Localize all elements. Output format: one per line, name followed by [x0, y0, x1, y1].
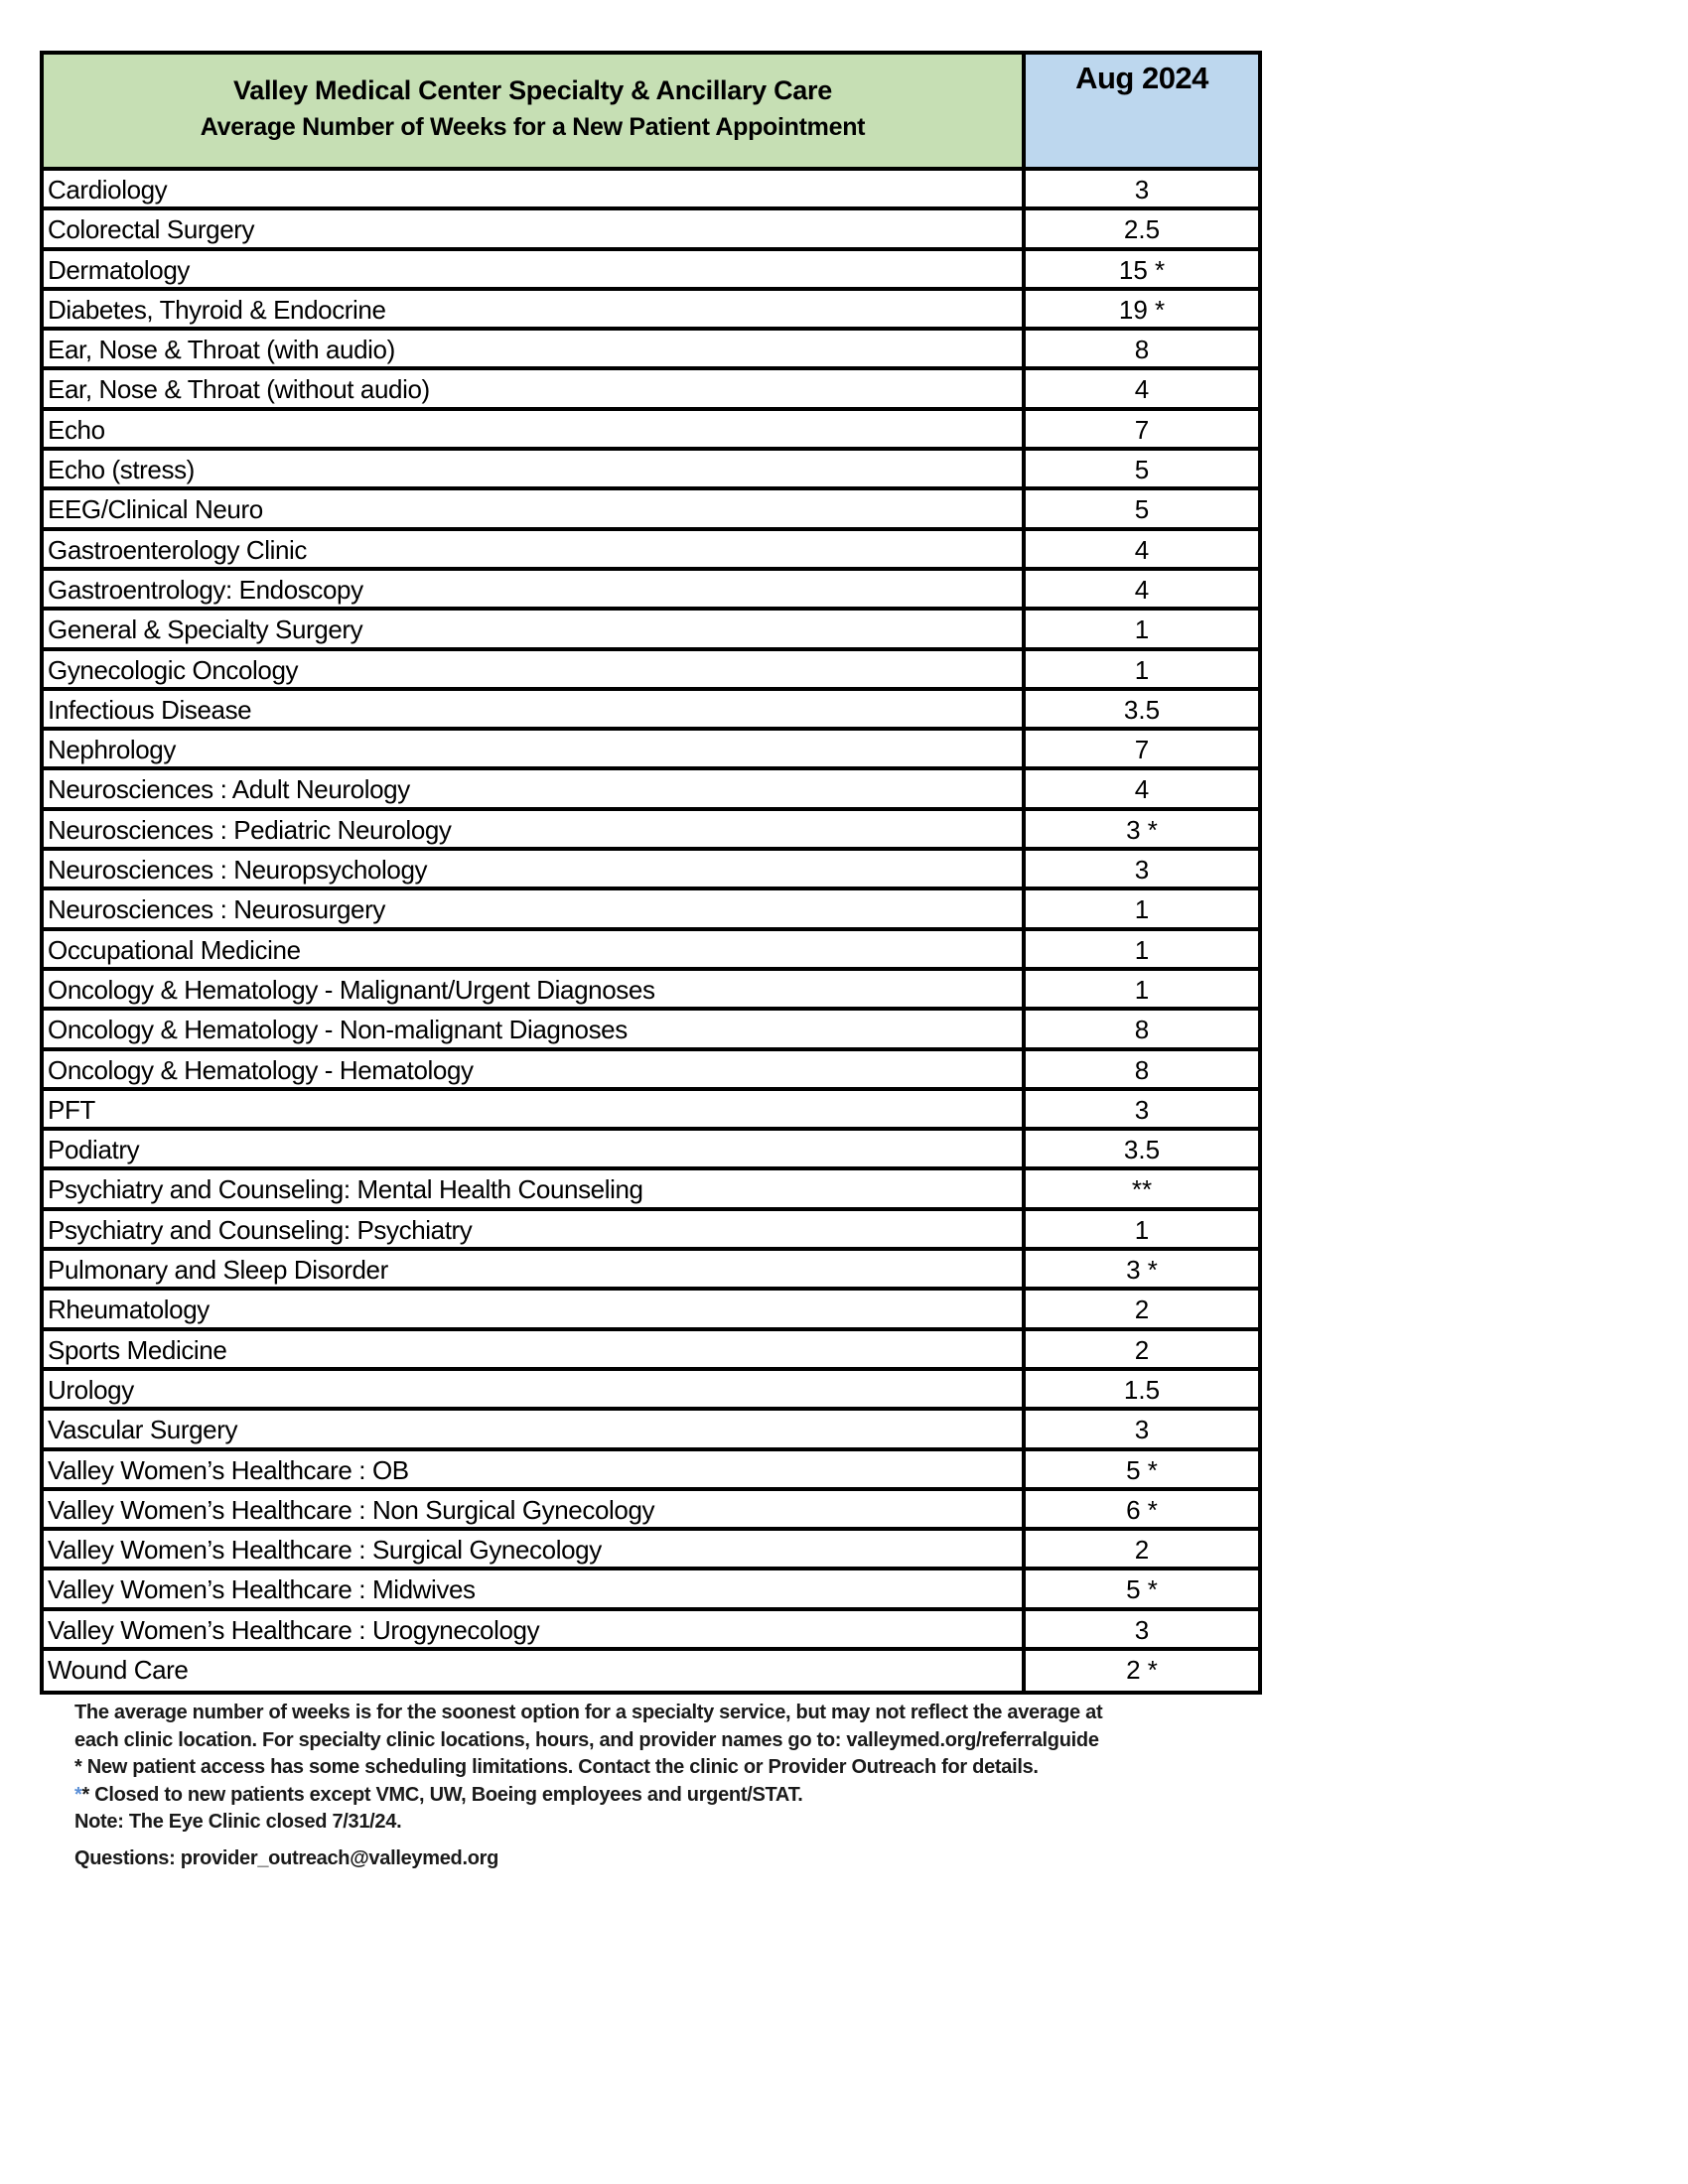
weeks-value: 1 — [1134, 974, 1150, 1005]
table-row — [44, 851, 1258, 890]
weeks-value: 5 * — [1126, 1454, 1158, 1485]
weeks-value: 1 — [1134, 654, 1150, 685]
specialty-name: Colorectal Surgery — [44, 210, 1026, 246]
table-row — [44, 531, 1258, 571]
specialty-name: Gynecologic Oncology — [44, 651, 1026, 687]
footnote-line: each clinic location. For specialty clinic locations, hours, and provider names go to: valleymed.org/referralguide — [74, 1728, 1099, 1751]
table-row — [44, 1091, 1258, 1131]
weeks-value: ** — [1131, 1174, 1153, 1205]
weeks-value: 1 — [1134, 934, 1150, 965]
specialty-name: Wound Care — [44, 1651, 1026, 1691]
table-body — [44, 171, 1258, 1691]
specialty-name: PFT — [44, 1091, 1026, 1127]
wait-times-table — [40, 51, 1262, 1695]
weeks-value: 19 * — [1118, 294, 1166, 325]
table-row — [44, 731, 1258, 770]
weeks-value: 1.5 — [1123, 1374, 1161, 1405]
specialty-name: Oncology & Hematology - Hematology — [44, 1051, 1026, 1087]
table-row — [44, 1011, 1258, 1050]
contact-email[interactable]: Questions: provider_outreach@valleymed.org — [74, 1846, 499, 1869]
table-row — [44, 1611, 1258, 1651]
weeks-value: 2 — [1134, 1334, 1150, 1365]
specialty-name: Vascular Surgery — [44, 1411, 1026, 1446]
table-title: Valley Medical Center Specialty & Ancillary Care — [233, 75, 832, 105]
weeks-value: 7 — [1134, 414, 1150, 445]
weeks-value: 4 — [1134, 774, 1150, 805]
table-row — [44, 651, 1258, 691]
specialty-name: Valley Women’s Healthcare : Urogynecology — [44, 1611, 1026, 1647]
table-row — [44, 691, 1258, 731]
table-row — [44, 291, 1258, 331]
weeks-value: 4 — [1134, 374, 1150, 405]
specialty-name: Psychiatry and Counseling: Psychiatry — [44, 1211, 1026, 1247]
table-row — [44, 770, 1258, 810]
weeks-value: 3 — [1134, 1094, 1150, 1125]
weeks-value: 2.5 — [1123, 214, 1161, 245]
weeks-value: 3.5 — [1123, 1135, 1161, 1165]
specialty-name: Oncology & Hematology - Malignant/Urgent Diagnoses — [44, 971, 1026, 1007]
weeks-value: 4 — [1134, 534, 1150, 565]
footnote-text: * Closed to new patients except VMC, UW, Boeing employees and urgent/STAT. — [81, 1783, 803, 1806]
table-row — [44, 1491, 1258, 1531]
table-row — [44, 1651, 1258, 1691]
table-row — [44, 931, 1258, 971]
table-row — [44, 571, 1258, 611]
specialty-name: Urology — [44, 1371, 1026, 1407]
table-row — [44, 1411, 1258, 1450]
weeks-value: 4 — [1134, 574, 1150, 605]
weeks-value: 2 — [1134, 1295, 1150, 1325]
table-header — [44, 55, 1258, 171]
table-subtitle: Average Number of Weeks for a New Patient Appointment — [200, 113, 866, 141]
weeks-value: 6 * — [1126, 1494, 1158, 1525]
specialty-name: Podiatry — [44, 1131, 1026, 1166]
specialty-name: Ear, Nose & Throat (without audio) — [44, 370, 1026, 406]
specialty-name: Neurosciences : Adult Neurology — [44, 770, 1026, 806]
table-row — [44, 1531, 1258, 1570]
weeks-value: 5 — [1134, 455, 1150, 485]
specialty-name: Neurosciences : Pediatric Neurology — [44, 811, 1026, 847]
specialty-name: Neurosciences : Neurosurgery — [44, 890, 1026, 926]
table-row — [44, 490, 1258, 530]
table-row — [44, 1291, 1258, 1330]
table-row — [44, 611, 1258, 650]
specialty-name: Valley Women’s Healthcare : OB — [44, 1451, 1026, 1487]
specialty-name: Gastroentrology: Endoscopy — [44, 571, 1026, 607]
weeks-value: 8 — [1134, 1054, 1150, 1085]
weeks-value: 1 — [1134, 1214, 1150, 1245]
table-row — [44, 331, 1258, 370]
weeks-value: 2 — [1134, 1535, 1150, 1566]
specialty-name: Nephrology — [44, 731, 1026, 766]
weeks-value: 3 — [1134, 1614, 1150, 1645]
footnote-line: The average number of weeks is for the soonest option for a specialty service, but may not reflect the average at — [74, 1702, 1103, 1723]
weeks-value: 5 * — [1126, 1574, 1158, 1605]
specialty-name: Dermatology — [44, 251, 1026, 287]
weeks-value: 2 * — [1126, 1654, 1158, 1685]
footnote-single-asterisk: * New patient access has some scheduling limitations. Contact the clinic or Provider Outreach for details. — [74, 1756, 1039, 1778]
specialty-name: EEG/Clinical Neuro — [44, 490, 1026, 526]
weeks-value: 8 — [1134, 1015, 1150, 1045]
footnote-double-asterisk — [74, 1782, 1266, 1810]
specialty-name: Pulmonary and Sleep Disorder — [44, 1251, 1026, 1287]
table-row — [44, 1131, 1258, 1170]
footnote-note: Note: The Eye Clinic closed 7/31/24. — [74, 1811, 402, 1833]
table-row — [44, 1211, 1258, 1251]
specialty-name: Sports Medicine — [44, 1331, 1026, 1367]
specialty-name: Valley Women’s Healthcare : Surgical Gynecology — [44, 1531, 1026, 1567]
weeks-value: 1 — [1134, 614, 1150, 645]
table-row — [44, 1371, 1258, 1411]
weeks-value: 7 — [1134, 735, 1150, 765]
table-row — [44, 210, 1258, 250]
table-row — [44, 1451, 1258, 1491]
table-row — [44, 171, 1258, 210]
specialty-name: Cardiology — [44, 171, 1026, 206]
table-row — [44, 811, 1258, 851]
table-title-cell — [44, 55, 1026, 167]
specialty-name: Valley Women’s Healthcare : Non Surgical Gynecology — [44, 1491, 1026, 1527]
specialty-name: Oncology & Hematology - Non-malignant Diagnoses — [44, 1011, 1026, 1046]
weeks-value: 3 — [1134, 855, 1150, 886]
table-row — [44, 1051, 1258, 1091]
specialty-name: Valley Women’s Healthcare : Midwives — [44, 1570, 1026, 1606]
table-row — [44, 890, 1258, 930]
table-row — [44, 451, 1258, 490]
table-row — [44, 411, 1258, 451]
specialty-name: Psychiatry and Counseling: Mental Health Counseling — [44, 1170, 1026, 1206]
specialty-name: Infectious Disease — [44, 691, 1026, 727]
specialty-name: Echo (stress) — [44, 451, 1026, 486]
weeks-value: 3 * — [1126, 1255, 1158, 1286]
table-row — [44, 251, 1258, 291]
table-row — [44, 971, 1258, 1011]
weeks-value: 3 — [1134, 175, 1150, 205]
weeks-value: 1 — [1134, 894, 1150, 925]
weeks-value: 5 — [1134, 494, 1150, 525]
table-row — [44, 1331, 1258, 1371]
table-row — [44, 370, 1258, 410]
specialty-name: Neurosciences : Neuropsychology — [44, 851, 1026, 887]
specialty-name: Occupational Medicine — [44, 931, 1026, 967]
table-row — [44, 1251, 1258, 1291]
weeks-value: 3.5 — [1123, 694, 1161, 725]
weeks-value: 15 * — [1118, 254, 1166, 285]
footnotes — [74, 1700, 1266, 1872]
table-row — [44, 1570, 1258, 1610]
specialty-name: Rheumatology — [44, 1291, 1026, 1326]
specialty-name: General & Specialty Surgery — [44, 611, 1026, 646]
table-row — [44, 1170, 1258, 1210]
specialty-name: Diabetes, Thyroid & Endocrine — [44, 291, 1026, 327]
specialty-name: Gastroenterology Clinic — [44, 531, 1026, 567]
weeks-value: 3 * — [1126, 814, 1158, 845]
specialty-name: Echo — [44, 411, 1026, 447]
specialty-name: Ear, Nose & Throat (with audio) — [44, 331, 1026, 366]
weeks-value: 8 — [1134, 335, 1150, 365]
weeks-value: 3 — [1134, 1415, 1150, 1445]
asterisk-marker: * — [74, 1783, 82, 1806]
period-header: Aug 2024 — [1026, 55, 1258, 167]
